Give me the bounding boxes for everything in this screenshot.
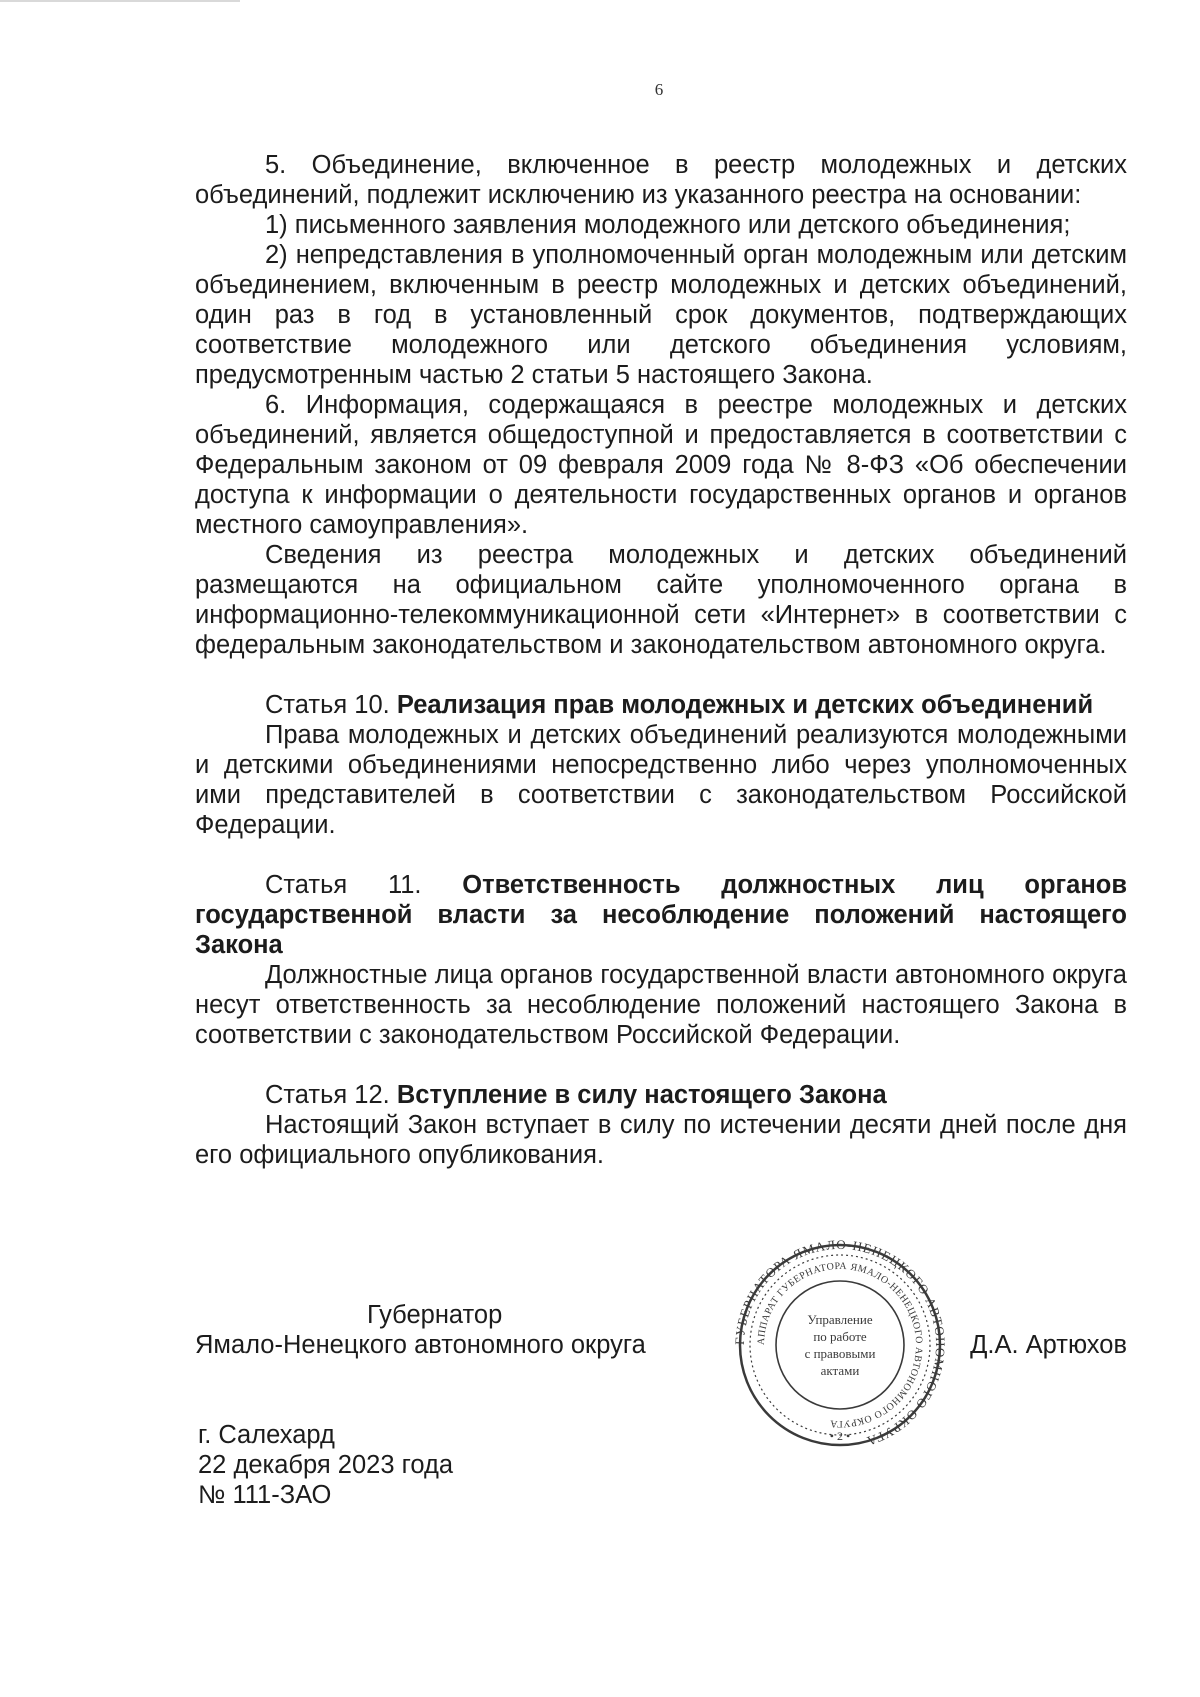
stamp-line-4: актами	[820, 1363, 860, 1378]
governor-region: Ямало-Ненецкого автономного округа	[195, 1331, 646, 1359]
paragraph-6-info: Сведения из реестра молодежных и детских объединений размещаются на официальном сайте уполномоченного органа в информационно-телекоммуникационной сети «Интернет» в соответствии с федеральным законодательством и законодательством автономного округа.	[195, 541, 1127, 659]
page-number: 6	[654, 80, 664, 99]
article-11-title: Ответственность должностных лиц органов государственной власти за несоблюдение положений настоящего Закона	[195, 871, 1127, 959]
paragraph-5-item-2: 2) непредставления в уполномоченный орган молодежным или детским объединением, включенным в реестр молодежных и детских объединений, один раз в год в установленный срок документов, подтверждающих соответствие молодежного или детского объединения условиям, предусмотренным частью 2 статьи 5 настоящего Закона.	[195, 241, 1127, 389]
article-11-label: Статья 11.	[265, 871, 422, 899]
document-footer	[198, 1420, 453, 1510]
paragraph-5: 5. Объединение, включенное в реестр молодежных и детских объединений, подлежит исключению из указанного реестра на основании:	[195, 151, 1127, 209]
article-10-title: Реализация прав молодежных и детских объединений	[396, 691, 1094, 719]
article-10-text: Права молодежных и детских объединений реализуются молодежными и детскими объединениями непосредственно либо через уполномоченных ими представителей в соответствии с законодательством Российской Федерации.	[195, 721, 1127, 839]
article-12-label: Статья 12.	[265, 1081, 390, 1109]
stamp-line-3: с правовыми	[804, 1346, 876, 1361]
footer-city: г. Салехард	[198, 1421, 335, 1449]
stamp-inner-ring	[776, 1281, 904, 1409]
article-12-title: Вступление в силу настоящего Закона	[396, 1081, 887, 1109]
stamp-center-text	[805, 1312, 876, 1378]
article-10-heading	[195, 690, 1127, 720]
stamp-number: • 2 •	[829, 1429, 851, 1443]
official-stamp	[720, 1240, 960, 1450]
paragraph-5-item-1: 1) письменного заявления молодежного или детского объединения;	[265, 211, 1071, 239]
article-12-heading	[195, 1080, 1127, 1110]
governor-title: Губернатор	[367, 1301, 503, 1329]
stamp-inner-text-path: АППАРАТ ГУБЕРНАТОРА ЯМАЛО-НЕНЕЦКОГО АВТОНОМНОГО ОКРУГА	[755, 1260, 925, 1430]
article-11-heading	[195, 870, 1127, 960]
paragraph-6: 6. Информация, содержащаяся в реестре молодежных и детских объединений, является общедоступной и предоставляется в соответствии с Федеральным законом от 09 февраля 2009 года № 8-ФЗ «Об обеспечении доступа к информации о деятельности государственных органов и органов местного самоуправления».	[195, 391, 1127, 539]
stamp-dotted-ring	[750, 1255, 930, 1435]
stamp-inner-text	[756, 1261, 924, 1429]
governor-name: Д.А. Артюхов	[970, 1331, 1127, 1359]
stamp-line-1: Управление	[807, 1312, 873, 1327]
stamp-outer-text-path: ГУБЕРНАТОРА ЯМАЛО-НЕНЕЦКОГО АВТОНОМНОГО ОКРУГА	[731, 1240, 949, 1450]
footer-number: № 111-ЗАО	[198, 1481, 332, 1509]
article-11-text: Должностные лица органов государственной власти автономного округа несут ответственность за несоблюдение положений настоящего Закона в соответствии с законодательством Российской Федерации.	[195, 961, 1127, 1049]
document-body	[195, 150, 1127, 1170]
scan-artifact-line	[0, 0, 240, 2]
footer-date: 22 декабря 2023 года	[198, 1451, 454, 1479]
article-12-text: Настоящий Закон вступает в силу по истечении десяти дней после дня его официального опубликования.	[195, 1111, 1127, 1169]
article-10-label: Статья 10.	[265, 691, 390, 719]
stamp-line-2: по работе	[813, 1329, 867, 1344]
